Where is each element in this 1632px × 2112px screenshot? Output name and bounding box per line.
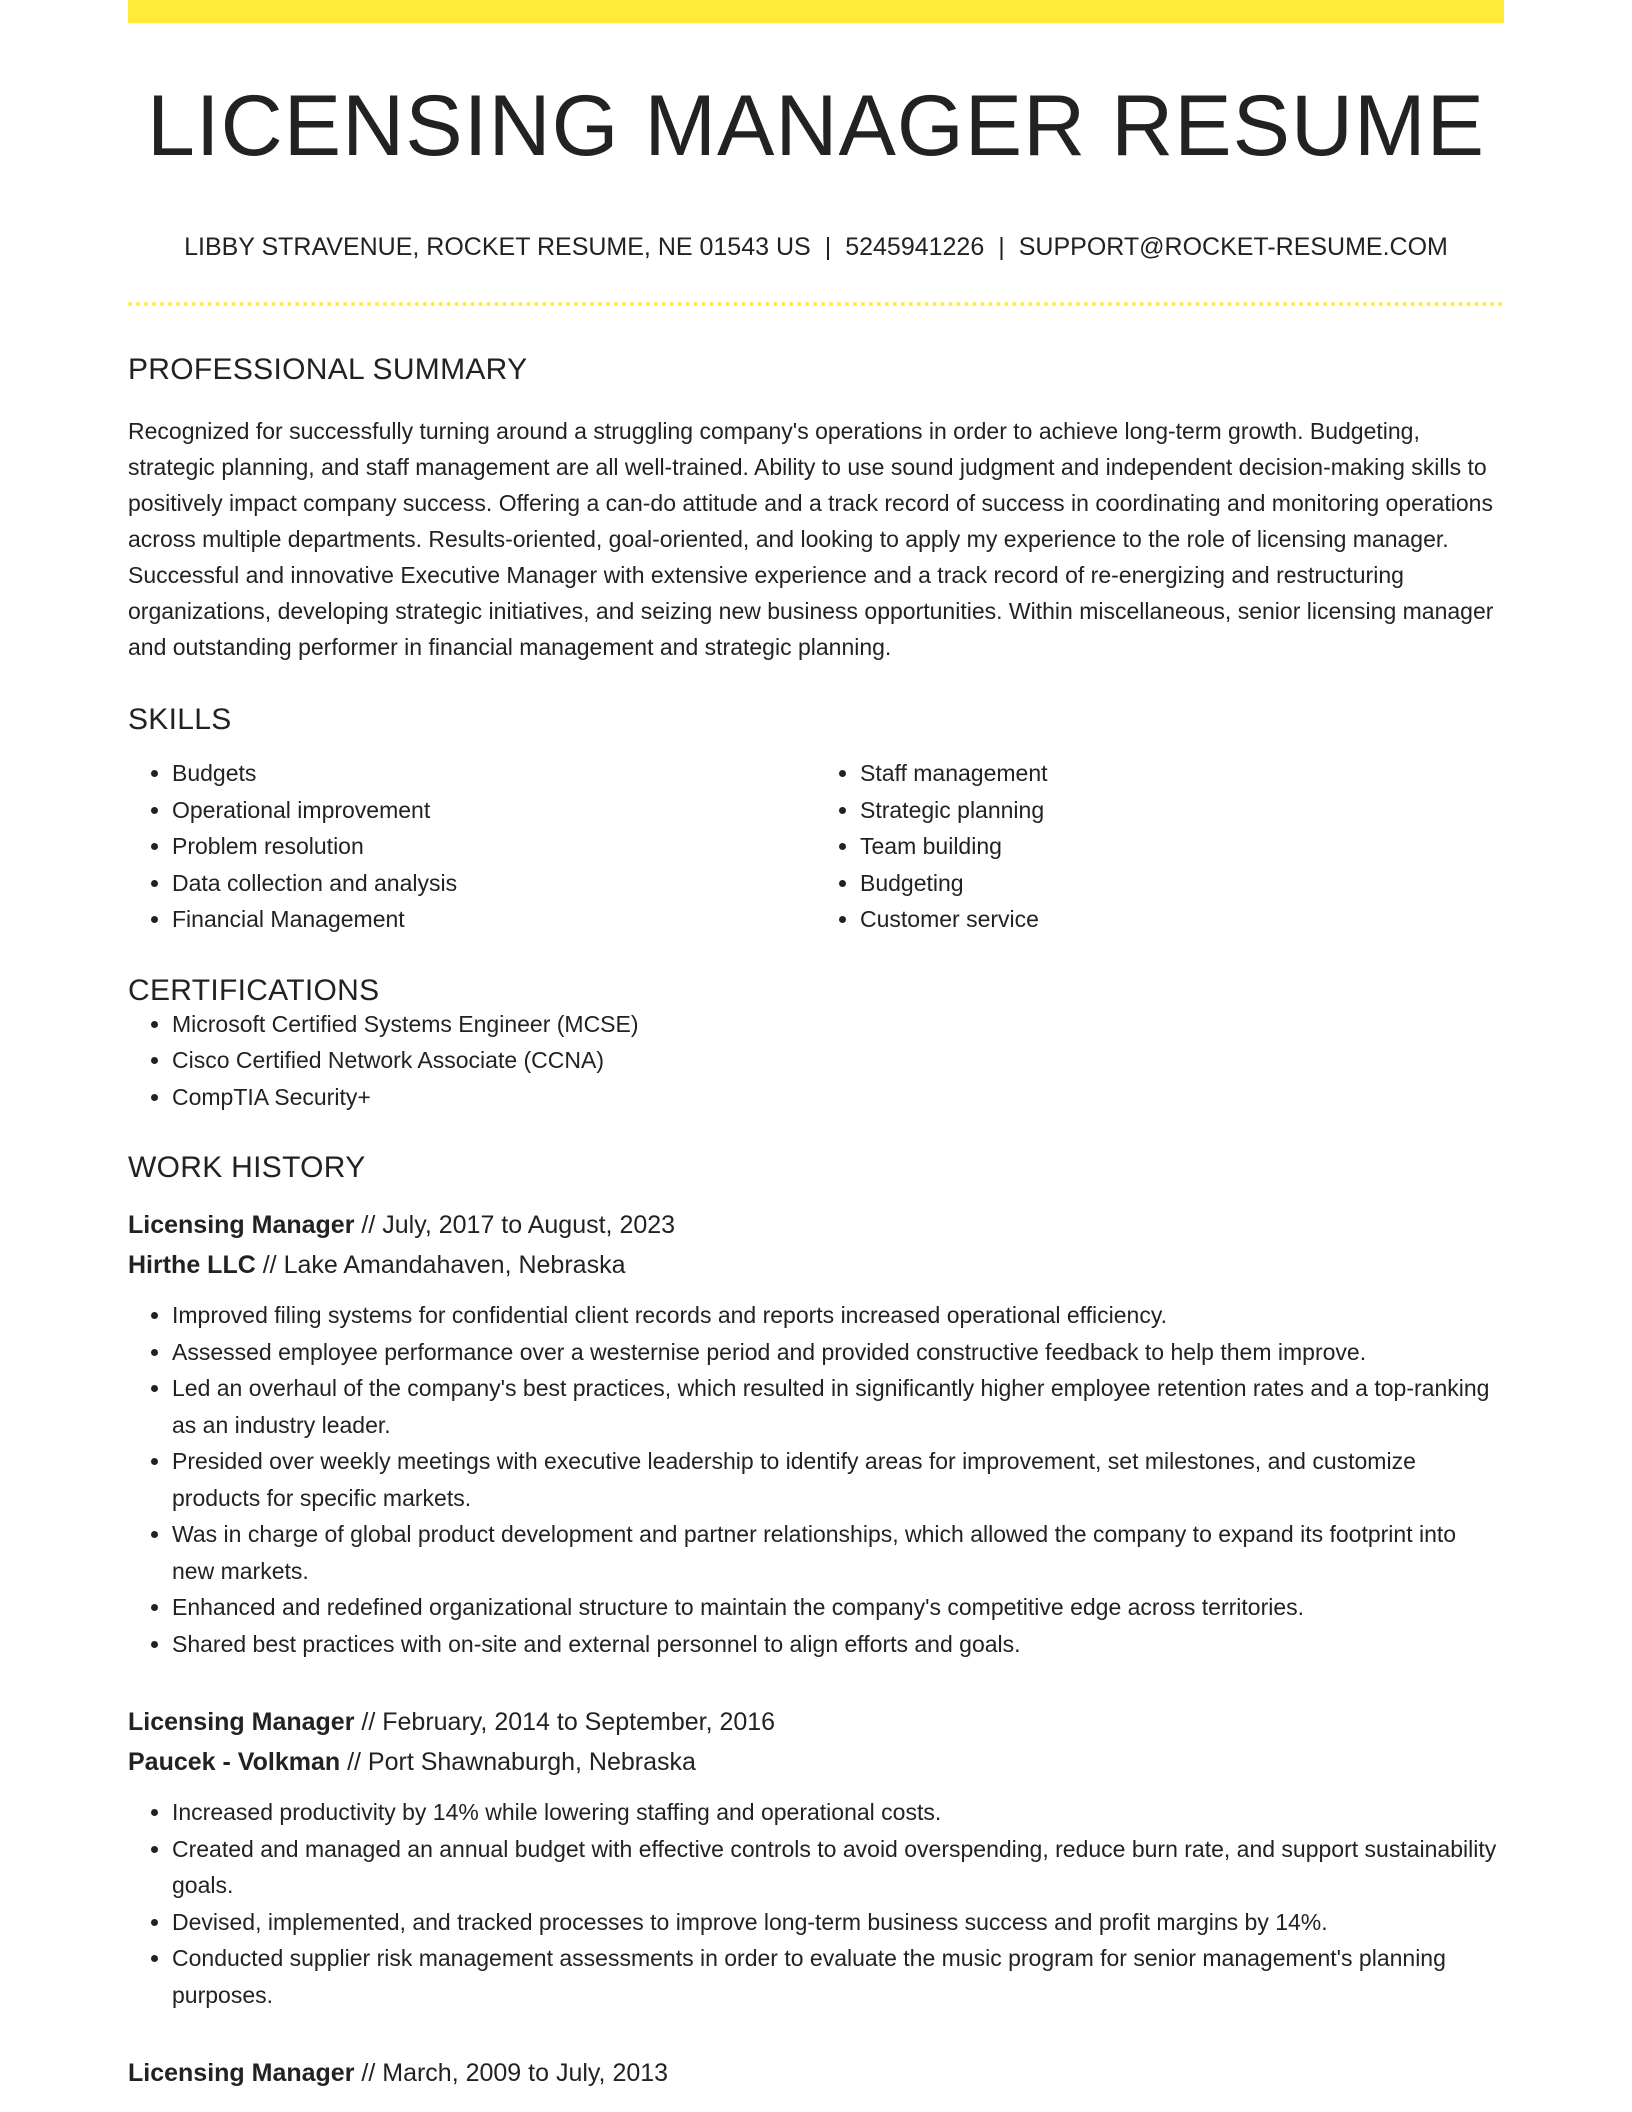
job-bullet: • Shared best practices with on-site and external personnel to align efforts and goals. xyxy=(172,1626,1504,1663)
skill-item: • Team building xyxy=(860,828,1504,865)
skills-list-right xyxy=(816,755,1504,938)
job-bullet: • Increased productivity by 14% while lowering staffing and operational costs. xyxy=(172,1794,1504,1831)
job-bullet: • Presided over weekly meetings with executive leadership to identify areas for improvement, set milestones, and customize products for specific markets. xyxy=(172,1443,1504,1516)
contact-phone: 5245941226 xyxy=(845,233,985,261)
job-bullets xyxy=(128,1794,1504,2013)
skill-item: • Customer service xyxy=(860,901,1504,938)
skill-item: • Problem resolution xyxy=(172,828,816,865)
job-bullet: • Assessed employee performance over a westernise period and provided constructive feedback to help them improve. xyxy=(172,1334,1504,1371)
job-role: Licensing Manager xyxy=(128,1708,355,1736)
page-title: LICENSING MANAGER RESUME xyxy=(146,78,1486,174)
job-entry xyxy=(128,1702,1504,2013)
job-entry xyxy=(128,2053,1504,2093)
skills-columns xyxy=(128,755,1504,938)
skill-item: • Budgeting xyxy=(860,865,1504,902)
contact-separator: | xyxy=(824,233,832,261)
contact-separator: | xyxy=(998,233,1005,261)
skill-item: • Staff management xyxy=(860,755,1504,792)
contact-address: LIBBY STRAVENUE, ROCKET RESUME, NE 01543 US xyxy=(184,233,811,261)
job-title-line xyxy=(128,1205,1504,1245)
contact-line xyxy=(128,235,1504,260)
job-bullet: • Devised, implemented, and tracked processes to improve long-term business success and profit margins by 14%. xyxy=(172,1904,1504,1941)
resume-page xyxy=(128,0,1504,2093)
job-bullet: • Improved filing systems for confidential client records and reports increased operational efficiency. xyxy=(172,1297,1504,1334)
job-entry xyxy=(128,1205,1504,1662)
job-bullet: • Was in charge of global product development and partner relationships, which allowed the company to expand its footprint into new markets. xyxy=(172,1516,1504,1589)
work-history-heading: WORK HISTORY xyxy=(128,1151,366,1184)
skill-item: • Financial Management xyxy=(172,901,816,938)
job-company-line xyxy=(128,1245,1504,1285)
skills-heading: SKILLS xyxy=(128,703,232,736)
job-dates: // March, 2009 to July, 2013 xyxy=(361,2059,669,2087)
certification-item: • Cisco Certified Network Associate (CCNA) xyxy=(172,1042,1504,1079)
job-bullet: • Enhanced and redefined organizational structure to maintain the company's competitive edge across territories. xyxy=(172,1589,1504,1626)
skill-item: • Data collection and analysis xyxy=(172,865,816,902)
job-dates: // February, 2014 to September, 2016 xyxy=(361,1708,776,1736)
job-bullet: • Led an overhaul of the company's best practices, which resulted in significantly higher employee retention rates and a top-ranking as an industry leader. xyxy=(172,1370,1504,1443)
header-divider xyxy=(128,302,1504,306)
job-dates: // July, 2017 to August, 2023 xyxy=(361,1211,676,1239)
certifications-list xyxy=(128,1006,1504,1116)
summary-heading: PROFESSIONAL SUMMARY xyxy=(128,353,528,386)
skill-item: • Strategic planning xyxy=(860,792,1504,829)
job-bullet: • Conducted supplier risk management assessments in order to evaluate the music program for senior management's planning purposes. xyxy=(172,1940,1504,2013)
job-company: Hirthe LLC xyxy=(128,1251,256,1279)
certification-item: • Microsoft Certified Systems Engineer (MCSE) xyxy=(172,1006,1504,1043)
job-bullets xyxy=(128,1297,1504,1662)
job-bullet: • Created and managed an annual budget with effective controls to avoid overspending, reduce burn rate, and support sustainability goals. xyxy=(172,1831,1504,1904)
skill-item: • Operational improvement xyxy=(172,792,816,829)
job-title-line xyxy=(128,2053,1504,2093)
job-location: // Lake Amandahaven, Nebraska xyxy=(262,1251,626,1279)
job-location: // Port Shawnaburgh, Nebraska xyxy=(347,1748,696,1776)
job-title-line xyxy=(128,1702,1504,1742)
contact-email: SUPPORT@ROCKET-RESUME.COM xyxy=(1018,233,1448,261)
job-role: Licensing Manager xyxy=(128,1211,355,1239)
top-accent-bar xyxy=(128,0,1504,23)
certifications-heading: CERTIFICATIONS xyxy=(128,973,380,1007)
job-company: Paucek - Volkman xyxy=(128,1748,341,1776)
job-role: Licensing Manager xyxy=(128,2059,355,2087)
certification-item: • CompTIA Security+ xyxy=(172,1079,1504,1116)
job-company-line xyxy=(128,1742,1504,1782)
summary-text: Recognized for successfully turning around a struggling company's operations in order to achieve long-term growth. Budgeting, strategic planning, and staff management are all well-trained. Ability to use sound judgment and independent decision-making skills to positively impact company success. Offering a can-do attitude and a track record of success in coordinating and monitoring operations across multiple departments. Results-oriented, goal-oriented, and looking to apply my experience to the role of licensing manager. Successful and innovative Executive Manager with extensive experience and a track record of re-energizing and restructuring organizations, developing strategic initiatives, and seizing new business opportunities. Within miscellaneous, senior licensing manager and outstanding performer in financial management and strategic planning. xyxy=(128,418,1494,660)
skill-item: • Budgets xyxy=(172,755,816,792)
skills-list-left xyxy=(128,755,816,938)
